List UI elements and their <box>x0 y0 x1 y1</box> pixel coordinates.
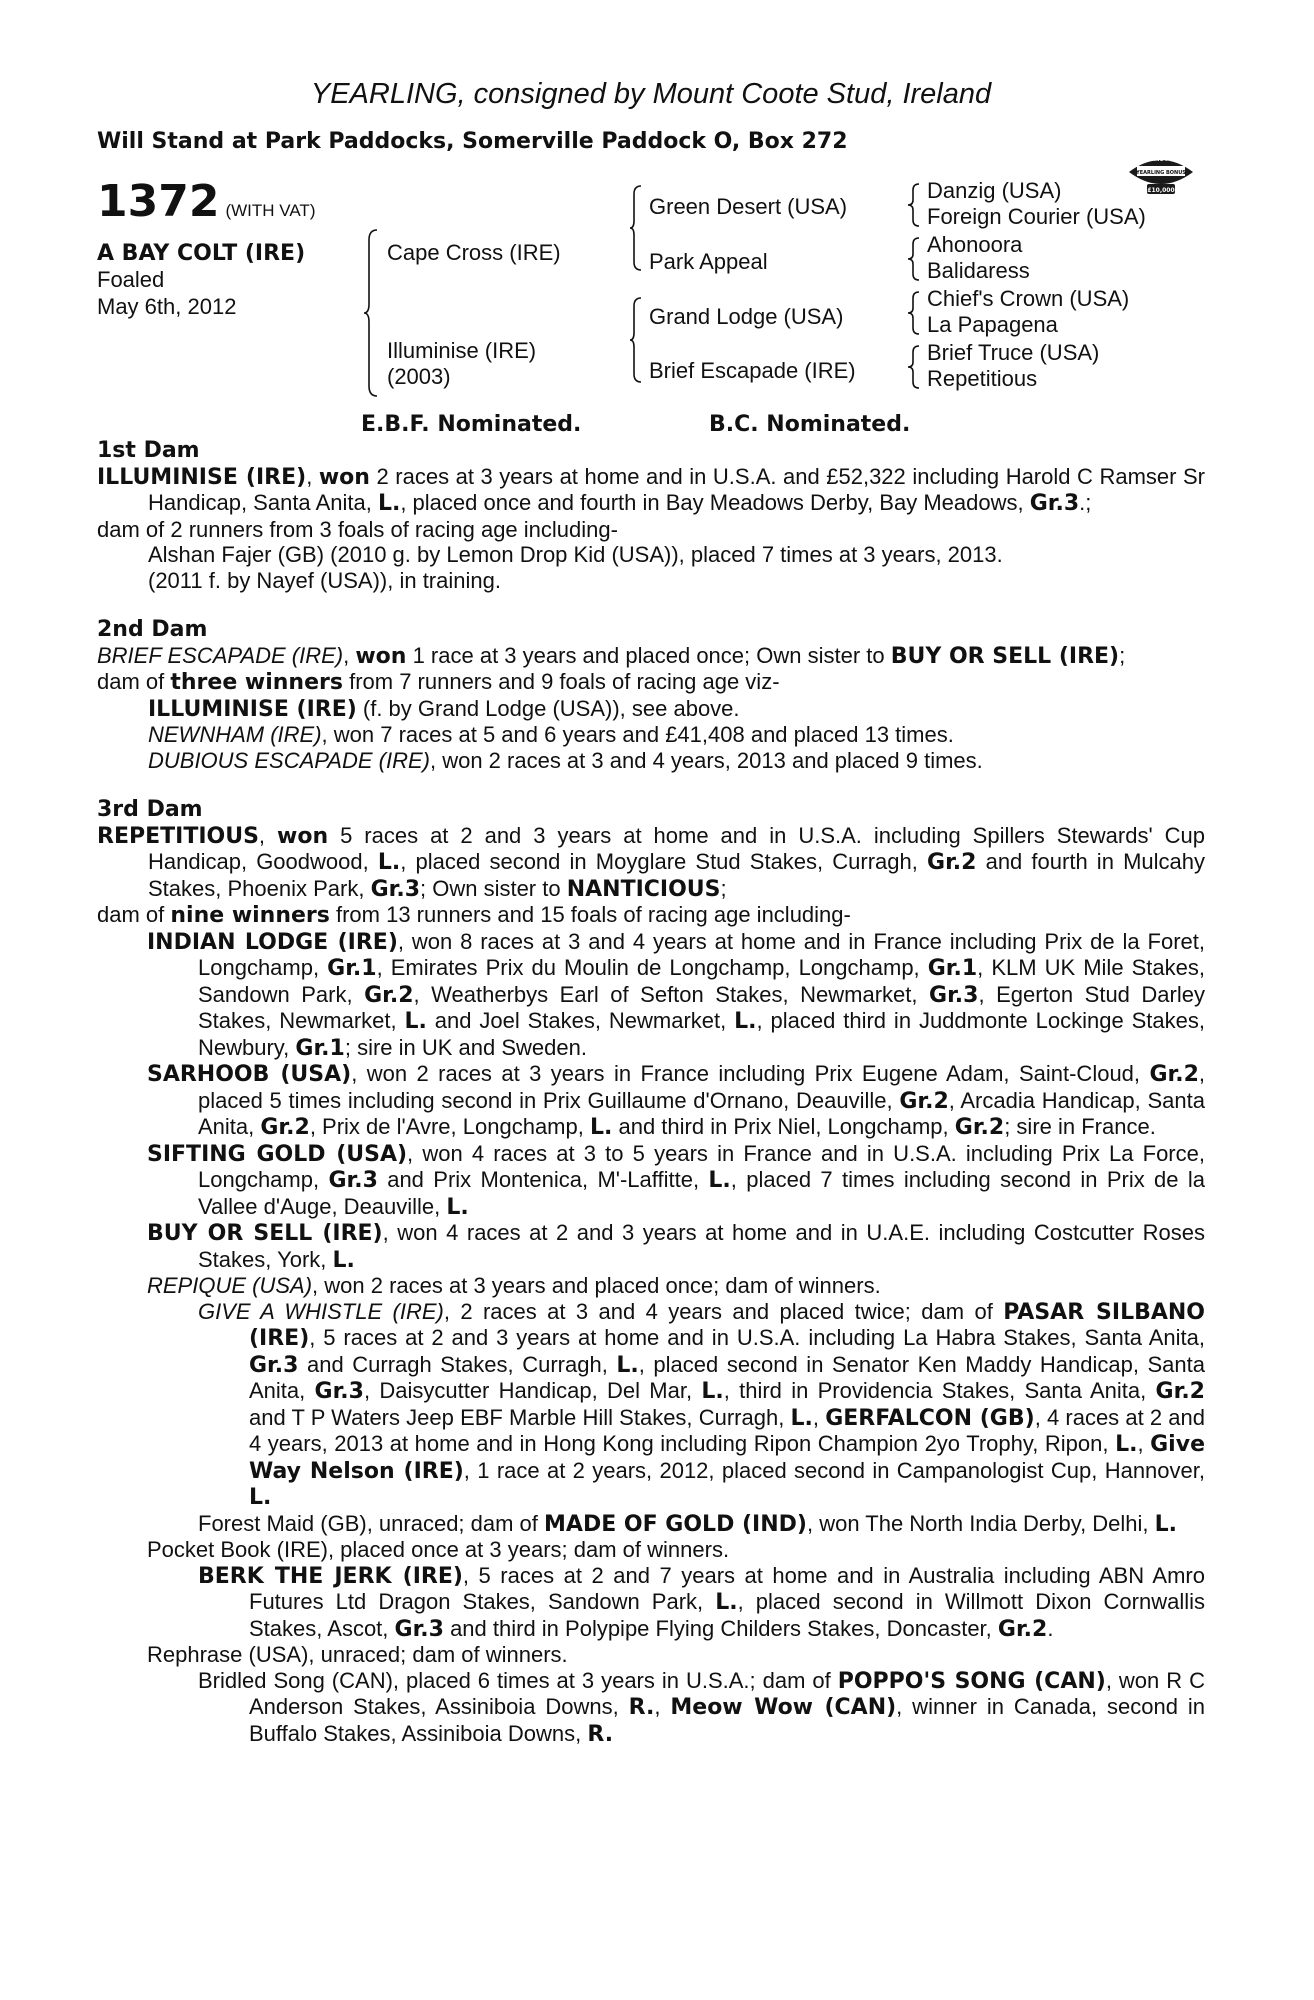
pedigree-dsd: La Papagena <box>927 312 1058 337</box>
produce-item: BUY OR SELL (IRE), won 4 races at 2 and 3 years at home and in U.A.E. including Costcutter Roses Stakes, York, L. <box>147 1220 1206 1273</box>
badge-top-text: RACING POST <box>1141 157 1181 163</box>
pedigree-ddd: Repetitious <box>927 366 1038 391</box>
pedigree-dam-dam: Brief Escapade (IRE) <box>649 358 856 383</box>
dam-record: REPETITIOUS, won 5 races at 2 and 3 years at home and in U.S.A. including Spillers Stewards' Cup Handicap, Goodwood, L., placed second in Moyglare Stud Stakes, Curragh, Gr.2 and fourth in Mulcahy Stakes, Phoenix Park, Gr.3; Own sister to NANTICIOUS; <box>97 822 1206 902</box>
foaled-label: Foaled <box>97 267 165 292</box>
produce-item: Alshan Fajer (GB) (2010 g. by Lemon Drop Kid (USA)), placed 7 times at 3 years, 2013. <box>148 542 1003 567</box>
catalogue-page <box>97 78 1205 1747</box>
brace-icon <box>907 290 921 336</box>
dam-name: REPETITIOUS <box>97 823 259 849</box>
dam-name: BRIEF ESCAPADE (IRE) <box>97 642 344 668</box>
lot-info <box>97 176 315 320</box>
produce-intro: dam of 2 runners from 3 foals of racing age including- <box>97 516 618 542</box>
consignment-heading: YEARLING, consigned by Mount Coote Stud, Ireland <box>310 78 992 110</box>
stand-location: Will Stand at Park Paddocks, Somerville Paddock O, Box 272 <box>97 129 848 154</box>
produce-item: ILLUMINISE (IRE) (f. by Grand Lodge (USA)), see above. <box>148 695 740 722</box>
second-dam-section <box>97 617 1205 773</box>
pedigree-dam-sire: Grand Lodge (USA) <box>649 304 844 329</box>
first-dam-section <box>97 438 1205 593</box>
pedigree-dam: Illuminise (IRE) <box>387 338 537 363</box>
dam-name: ILLUMINISE (IRE) <box>97 464 307 490</box>
brace-icon <box>363 228 379 398</box>
bc-nominated: B.C. Nominated. <box>709 412 911 437</box>
horse-name: A BAY COLT (IRE) <box>97 241 306 266</box>
pedigree-sire-dam: Park Appeal <box>649 249 768 274</box>
pedigree-sire: Cape Cross (IRE) <box>387 240 561 265</box>
produce-item: Pocket Book (IRE), placed once at 3 years; dam of winners. <box>147 1537 730 1562</box>
lot-number: 1372 <box>97 176 220 227</box>
produce-item: DUBIOUS ESCAPADE (IRE), won 2 races at 3 and 4 years, 2013 and placed 9 times. <box>148 747 983 773</box>
third-dam-section <box>97 797 1205 1747</box>
section-title: 3rd Dam <box>97 797 203 822</box>
produce-item: NEWNHAM (IRE), won 7 races at 5 and 6 years and £41,408 and placed 13 times. <box>148 722 954 747</box>
ebf-nominated: E.B.F. Nominated. <box>361 412 582 437</box>
brace-icon <box>907 236 921 282</box>
brace-icon <box>907 344 921 390</box>
won-label: won <box>277 823 329 849</box>
produce-item: SARHOOB (USA), won 2 races at 3 years in France including Prix Eugene Adam, Saint-Cloud, Gr.2, placed 5 times including second in Prix Guillaume d'Ornano, Deauville, Gr.2, Arcadia Handicap, Santa Anita, Gr.2, Prix de l'Avre, Longchamp, L. and third in Prix Niel, Longchamp, Gr.2; sire in France. <box>147 1061 1205 1140</box>
produce-item: Bridled Song (CAN), placed 6 times at 3 years in U.S.A.; dam of POPPO'S SONG (CAN), won R C Anderson Stakes, Assiniboia Downs, R., Meow Wow (CAN), winner in Canada, second in Buffalo Stakes, Assiniboia Downs, R. <box>198 1667 1205 1747</box>
section-title: 2nd Dam <box>97 617 208 642</box>
produce-item: GIVE A WHISTLE (IRE), 2 races at 3 and 4 years and placed twice; dam of PASAR SILBANO (IRE), 5 races at 2 and 3 years at home and in U.S.A. including La Habra Stakes, Santa Anita, Gr.3 and Curragh Stakes, Curragh, L., placed second in Senator Ken Maddy Handicap, Santa Anita, Gr.3, Daisycutter Handicap, Del Mar, L., third in Providencia Stakes, Santa Anita, Gr.2 and T P Waters Jeep EBF Marble Hill Stakes, Curragh, L., GERFALCON (GB), 4 races at 2 and 4 years, 2013 at home and in Hong Kong including Ripon Champion 2yo Trophy, Ripon, L., Give Way Nelson (IRE), 1 race at 2 years, 2012, placed second in Campanologist Cup, Hannover, L. <box>198 1298 1206 1510</box>
pedigree-sdd: Balidaress <box>927 258 1030 283</box>
pedigree-sire-sire: Green Desert (USA) <box>649 194 848 219</box>
brace-icon <box>629 296 643 384</box>
pedigree-dss: Chief's Crown (USA) <box>927 286 1130 311</box>
brace-icon <box>629 184 643 272</box>
produce-item: Forest Maid (GB), unraced; dam of MADE OF GOLD (IND), won The North India Derby, Delhi, L. <box>198 1510 1178 1537</box>
pedigree-sds: Ahonoora <box>927 232 1023 257</box>
badge-amount-text: £10,000 <box>1147 187 1175 194</box>
pedigree-dam-year: (2003) <box>387 364 451 389</box>
section-title: 1st Dam <box>97 438 200 463</box>
produce-item: BERK THE JERK (IRE), 5 races at 2 and 7 years at home and in Australia including ABN Amro Futures Ltd Dragon Stakes, Sandown Park, L., placed second in Willmott Dixon Cornwallis Stakes, Ascot, Gr.3 and third in Polypipe Flying Childers Stakes, Doncaster, Gr.2. <box>198 1562 1205 1642</box>
badge-mid-text: YEARLING BONUS <box>1136 170 1186 176</box>
won-label: won <box>318 464 370 490</box>
pedigree-block <box>97 176 1205 438</box>
won-label: won <box>355 643 407 669</box>
dam-record: ILLUMINISE (IRE), won 2 races at 3 years at home and in U.S.A. and £52,322 including Harold C Ramser Sr Handicap, Santa Anita, L., placed once and fourth in Bay Meadows Derby, Bay Meadows, Gr.3.; <box>97 463 1205 516</box>
produce-intro: dam of nine winners from 13 runners and 15 foals of racing age including- <box>97 902 851 928</box>
produce-item: Rephrase (USA), unraced; dam of winners. <box>147 1642 568 1667</box>
pedigree-dds: Brief Truce (USA) <box>927 340 1100 365</box>
produce-intro: dam of three winners from 7 runners and 9 foals of racing age viz- <box>97 669 780 695</box>
produce-item: (2011 f. by Nayef (USA)), in training. <box>148 567 501 593</box>
dam-record: BRIEF ESCAPADE (IRE), won 1 race at 3 years and placed once; Own sister to BUY OR SELL (IRE); <box>97 642 1126 669</box>
produce-item: INDIAN LODGE (IRE), won 8 races at 3 and 4 years at home and in France including Prix de la Foret, Longchamp, Gr.1, Emirates Prix du Moulin de Longchamp, Longchamp, Gr.1, KLM UK Mile Stakes, Sandown Park, Gr.2, Weatherbys Earl of Sefton Stakes, Newmarket, Gr.3, Egerton Stud Darley Stakes, Newmarket, L. and Joel Stakes, Newmarket, L., placed third in Juddmonte Lockinge Stakes, Newbury, Gr.1; sire in UK and Sweden. <box>147 928 1206 1061</box>
pedigree-ssd: Foreign Courier (USA) <box>927 204 1146 229</box>
produce-item: REPIQUE (USA), won 2 races at 3 years and placed once; dam of winners. <box>147 1273 881 1298</box>
brace-icon <box>907 182 921 228</box>
lot-vat: (WITH VAT) <box>225 201 316 220</box>
produce-item: SIFTING GOLD (USA), won 4 races at 3 to 5 years in France and in U.S.A. including Prix La Force, Longchamp, Gr.3 and Prix Montenica, M'-Laffitte, L., placed 7 times including second in Prix de la Vallee d'Auge, Deauville, L. <box>147 1140 1205 1220</box>
pedigree-sss: Danzig (USA) <box>927 178 1062 203</box>
foaled-date: May 6th, 2012 <box>97 294 237 319</box>
